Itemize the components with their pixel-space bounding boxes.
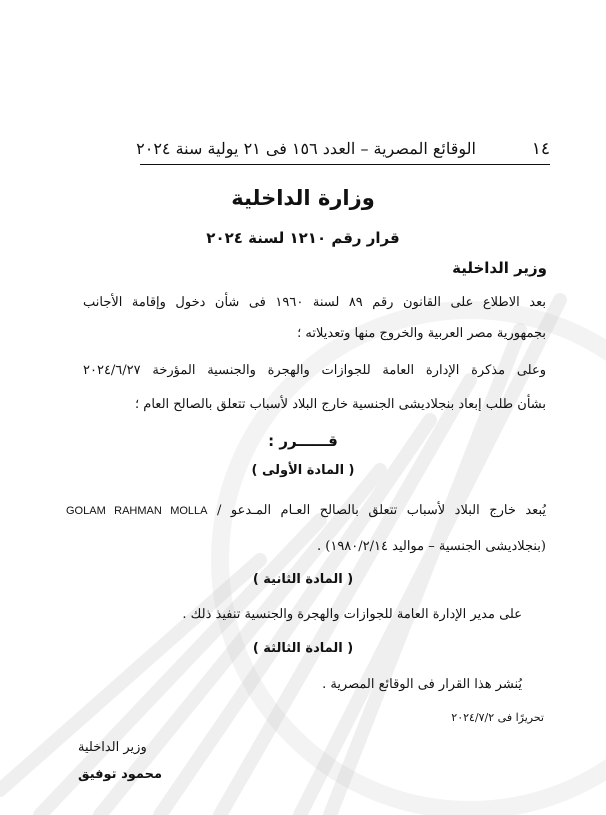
decided-label: قــــــرر : bbox=[268, 432, 338, 450]
article-1-text: يُبعد خارج البلاد لأسباب تتعلق بالصالح العـام المـدعو / bbox=[217, 503, 546, 518]
watermark-ring bbox=[220, 310, 606, 810]
page-number: ١٤ bbox=[531, 139, 550, 159]
article-3-text: يُنشر هذا القرار فى الوقائع المصرية . bbox=[322, 677, 522, 692]
article-2-heading: ( المادة الثانية ) bbox=[252, 572, 354, 587]
ministry-title: وزارة الداخلية bbox=[231, 186, 375, 210]
preamble-2-line-1: وعلى مذكرة الإدارة العامة للجوازات والهجرة والجنسية المؤرخة ٢٠٢٤/٦/٢٧ bbox=[83, 363, 546, 378]
gazette-issue-title: الوقائع المصرية – العدد ١٥٦ فى ٢١ يولية سنة ٢٠٢٤ bbox=[136, 139, 476, 158]
page-header bbox=[136, 139, 550, 163]
decree-title: قرار رقم ١٢١٠ لسنة ٢٠٢٤ bbox=[206, 229, 400, 247]
signature-name: محمود توفيق bbox=[78, 767, 163, 782]
header-divider bbox=[140, 164, 550, 165]
minister-heading: وزير الداخلية bbox=[452, 259, 547, 277]
preamble-1-line-2: بجمهورية مصر العربية والخروج منها وتعديلاته ؛ bbox=[297, 326, 546, 341]
article-1-line-1 bbox=[66, 503, 546, 518]
person-name: GOLAM RAHMAN MOLLA bbox=[66, 505, 208, 517]
article-2-text: على مدير الإدارة العامة للجوازات والهجرة والجنسية تنفيذ ذلك . bbox=[182, 607, 522, 622]
preamble-2-line-2: بشأن طلب إبعاد بنجلاديشى الجنسية خارج البلاد لأسباب تتعلق بالصالح العام ؛ bbox=[135, 397, 546, 412]
signature-title: وزير الداخلية bbox=[78, 740, 147, 755]
article-3-heading: ( المادة الثالثة ) bbox=[252, 641, 354, 656]
preamble-1-line-1: بعد الاطلاع على القانون رقم ٨٩ لسنة ١٩٦٠ فى شأن دخول وإقامة الأجانب bbox=[83, 295, 546, 310]
issue-date: تحريرًا فى ٢٠٢٤/٧/٢ bbox=[451, 711, 544, 724]
article-1-line-2: (بنجلاديشى الجنسية – مواليد ١٩٨٠/٢/١٤) . bbox=[317, 539, 546, 554]
article-1-heading: ( المادة الأولى ) bbox=[251, 463, 355, 478]
